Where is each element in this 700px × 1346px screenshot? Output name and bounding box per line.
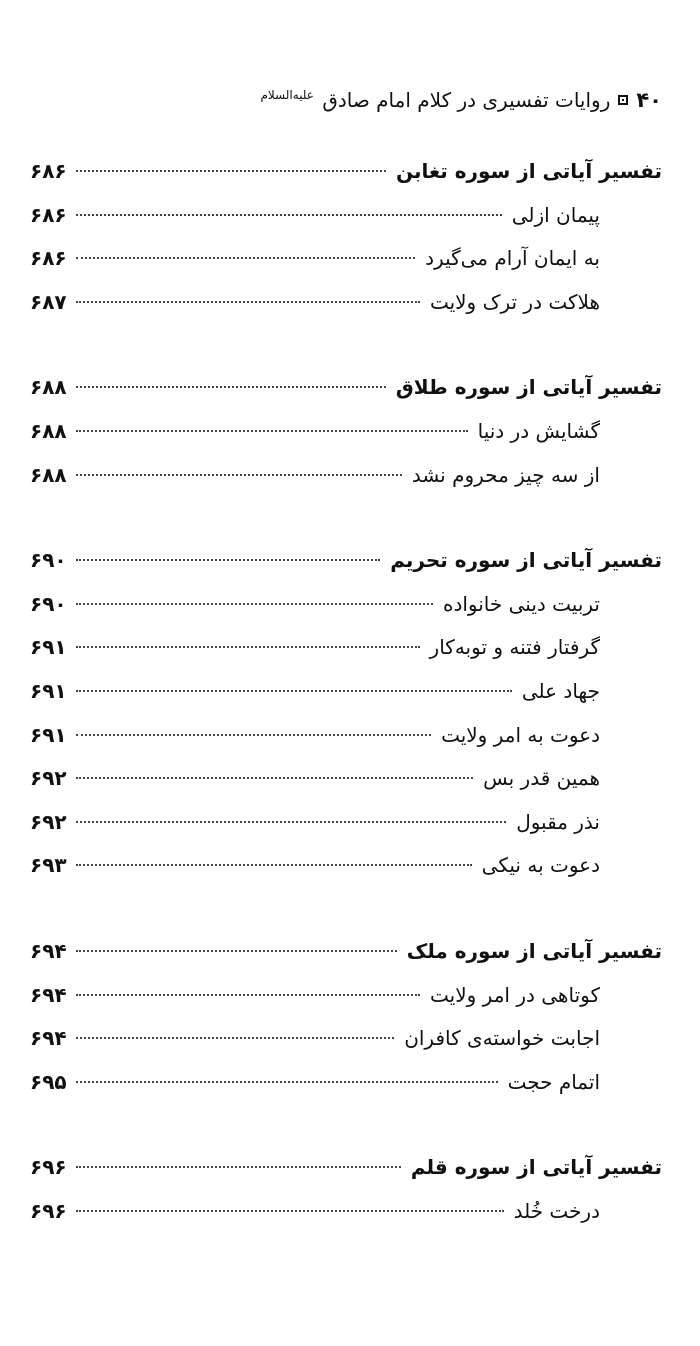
dot-leader [76,734,431,736]
toc-section-heading-title: تفسیر آیاتی از سوره تحریم [390,548,662,573]
toc-section [30,1146,662,1233]
toc-section-heading-title: تفسیر آیاتی از سوره قلم [410,1155,662,1180]
toc-item-page: ۶۹۵ [30,1069,67,1094]
dot-leader [76,864,472,866]
dot-leader [76,257,415,259]
toc-item-title: هلاکت در ترک ولایت [429,289,600,314]
toc-item-title: اتمام حجت [507,1069,600,1094]
toc-item-page: ۶۹۱ [30,678,67,703]
toc-item-title: کوتاهی در امر ولایت [430,982,600,1007]
toc-section [30,150,662,324]
table-of-contents [30,150,662,1275]
header-page-number: ۴۰ [636,88,662,112]
toc-item-title: گشایش در دنیا [477,418,600,443]
toc-item-title: پیمان ازلی [511,202,600,227]
toc-item [30,454,662,498]
dot-leader [76,1081,498,1083]
toc-item-page: ۶۹۲ [30,809,67,834]
toc-item [30,1017,662,1061]
dot-leader [76,1210,504,1212]
toc-item [30,714,662,758]
toc-item-page: ۶۹۶ [30,1198,67,1223]
toc-item [30,281,662,325]
toc-section-heading [30,930,662,974]
toc-section [30,539,662,888]
honorific-icon: علیه‌السلام [260,88,314,103]
dot-leader [76,170,386,172]
toc-item-title: دعوت به نیکی [481,853,600,878]
toc-item [30,670,662,714]
square-bullet-icon [618,95,628,105]
dot-leader [76,821,506,823]
toc-item [30,1061,662,1105]
toc-item-page: ۶۹۱ [30,635,67,660]
toc-item [30,237,662,281]
toc-item-title: دعوت به امر ولایت [441,722,600,747]
toc-item-page: ۶۹۲ [30,766,67,791]
toc-section [30,930,662,1104]
dot-leader [76,646,420,648]
toc-item-title: همین قدر بس [483,766,600,791]
toc-item-page: ۶۹۱ [30,722,67,747]
dot-leader [76,1037,394,1039]
dot-leader [76,1166,401,1168]
toc-item-title: جهاد علی [521,678,600,703]
toc-item [30,194,662,238]
toc-section-heading-title: تفسیر آیاتی از سوره طلاق [395,375,662,400]
toc-section-heading-page: ۶۹۶ [30,1155,67,1180]
toc-item-title: تربیت دینی خانواده [442,591,600,616]
toc-section-heading [30,1146,662,1190]
dot-leader [76,777,473,779]
dot-leader [76,214,502,216]
dot-leader [76,950,397,952]
toc-section-heading-title: تفسیر آیاتی از سوره تغابن [395,159,662,183]
toc-section-heading-title: تفسیر آیاتی از سوره ملک [406,938,662,963]
toc-item-title: از سه چیز محروم نشد [411,462,600,487]
toc-item-title: گرفتار فتنه و توبه‌کار [429,635,600,660]
dot-leader [76,994,420,996]
toc-item [30,757,662,801]
toc-item-page: ۶۹۴ [30,1026,67,1051]
toc-section-heading [30,539,662,583]
toc-section-heading-page: ۶۸۶ [30,159,67,183]
toc-item-page: ۶۸۸ [30,462,67,487]
dot-leader [76,690,512,692]
toc-section-heading-page: ۶۸۸ [30,375,67,400]
header-title: روایات تفسیری در کلام امام صادق $^{علیه‌السلام}$ [260,88,611,112]
toc-section-heading [30,366,662,410]
toc-item [30,583,662,627]
toc-item-page: ۶۸۶ [30,246,67,271]
dot-leader [76,474,402,476]
toc-item-page: ۶۹۳ [30,853,67,878]
toc-item [30,844,662,888]
toc-item-title: اجابت خواسته‌ی کافران [404,1026,600,1051]
toc-item-page: ۶۹۰ [30,591,67,616]
toc-item-title: درخت خُلد [513,1198,600,1223]
toc-item [30,1190,662,1234]
toc-item [30,974,662,1018]
dot-leader [76,386,386,388]
toc-item [30,626,662,670]
toc-item-page: ۶۹۴ [30,982,67,1007]
running-header [260,88,662,112]
toc-section [30,366,662,497]
toc-section-heading-page: ۶۹۴ [30,938,67,963]
dot-leader [76,603,433,605]
toc-item-title: نذر مقبول [516,809,600,834]
dot-leader [76,559,380,561]
dot-leader [76,430,468,432]
toc-item [30,801,662,845]
toc-item-page: ۶۸۷ [30,289,67,314]
toc-section-heading-page: ۶۹۰ [30,548,67,573]
toc-section-heading [30,150,662,194]
toc-item-page: ۶۸۸ [30,418,67,443]
toc-item-page: ۶۸۶ [30,202,67,227]
toc-item [30,410,662,454]
dot-leader [76,301,420,303]
toc-item-title: به ایمان آرام می‌گیرد [425,246,600,271]
